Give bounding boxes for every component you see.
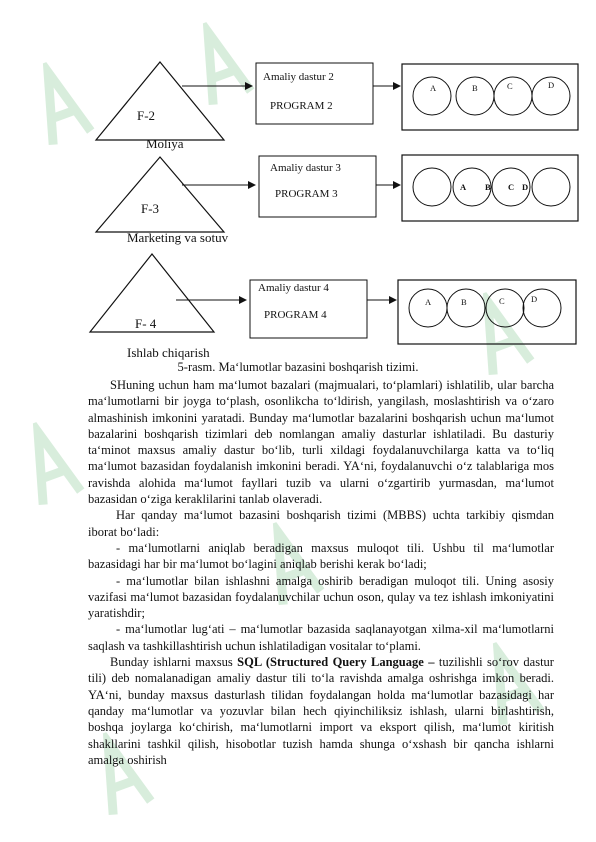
- circle-label: D: [548, 80, 555, 90]
- box-title: Amaliy dastur 2: [263, 71, 334, 83]
- circle-label: C: [499, 296, 505, 306]
- circle-label: D: [531, 294, 538, 304]
- circle-c: [494, 77, 532, 115]
- circle-label: D: [522, 182, 529, 192]
- circle-label: B: [461, 297, 467, 307]
- circle-panel-2: [402, 64, 578, 130]
- department-label: Marketing va sotuv: [127, 230, 229, 245]
- list-item: - ma‘lumotlar lug‘ati – ma‘lumotlar bazasida saqlanayotgan xilma-xil ma‘lumotlarni saqlash va tashkillashtirish uchun ishlatiladigan vositalar to‘plami.: [88, 622, 554, 653]
- box-program: PROGRAM 4: [264, 309, 327, 321]
- circle-label: B: [472, 83, 478, 93]
- box-title: Amaliy dastur 3: [270, 162, 341, 174]
- circle-label: C: [508, 182, 515, 192]
- sql-term: SQL (Structured Query Language –: [237, 655, 435, 670]
- circle-label: A: [430, 83, 437, 93]
- figure-caption: 5-rasm. Ma‘lumotlar bazasini boshqarish tizimi.: [177, 360, 419, 374]
- box-program: PROGRAM 2: [270, 100, 333, 112]
- triangle-f3: [96, 157, 224, 232]
- department-label: Ishlab chiqarish: [127, 345, 210, 360]
- triangle-label: F-3: [141, 201, 160, 216]
- paragraph-text: tuzilishli so‘rov dastur tili) deb nomalanadigan amaliy dastur tili to‘la ravishda amalga oshrishga imkon beradi. YA‘ni, bunday maxsus dasturlash tilidan foydalangan holda ma‘lumotlar bazasidagi har qanday ma‘lumotlar va yozuvlar bilan hech qiyinchiliksiz ishlash, ularni birlashtirish, boshqa joylarga ko‘chirish, ma‘lumotlarni import va eksport qilish, ma‘lumot kiritish shakllarini tashkil qilish, hisobotlar tuzish hamda shunga o‘xshash bir qancha ishlarni amalga oshirish: [88, 655, 554, 767]
- triangle-label: F-2: [137, 108, 156, 123]
- paragraph: SHuning uchun ham ma‘lumot bazalari (majmualari, to‘plamlari) ishlatilib, ular barcha ma‘lumotlarni bir joyga to‘plash, osonlikcha to‘ldirish, yangilash, moslashtirish va o‘zaro almashinish imkonini yaratadi. Bunday ma‘lumotlar bazalarini boshqarish uchun ma‘lumot bazalarini boshqarish tizimlari deb nomlangan amaliy dasturlar ishlatiladi. Bu dasturiy ta‘minot maxsus amaliy dastur bo‘lib, turli xildagi foydalanuvchilarga katta va to‘liq ma‘lumot bazasidan foydalanish imkonini beradi. YA‘ni, foydalanuvchi o‘z talablariga mos ravishda alohida ma‘lumot fayllari tuzib va ularni o‘zgartirib yurmasdan, ma‘lumot bazasidan o‘ziga keraklilarini tanlab olaveradi.: [88, 378, 554, 507]
- paragraph-text: Bunday ishlarni maxsus: [110, 655, 238, 670]
- paragraph: [88, 654, 554, 768]
- circle-label: A: [460, 182, 467, 192]
- watermark-icon: [6, 412, 93, 517]
- circle-label: A: [425, 297, 432, 307]
- triangle-label: F- 4: [135, 316, 157, 331]
- department-label: Moliya: [146, 136, 184, 151]
- circle-label: C: [507, 81, 513, 91]
- paragraph: Har qanday ma‘lumot bazasini boshqarish tizimi (MBBS) uchta tarkibiy qismdan iborat bo‘ladi:: [88, 508, 554, 539]
- box-title: Amaliy dastur 4: [258, 282, 329, 294]
- dbms-diagram: [0, 0, 596, 360]
- list-item: - ma‘lumotlarni aniqlab beradigan maxsus muloqot tili. Ushbu til ma‘lumotlar bazasidagi har bir ma‘lumot bo‘lagini aniqlab berishi kerak bo‘ladi;: [88, 540, 554, 572]
- triangle-f2: [96, 62, 224, 140]
- box-program: PROGRAM 3: [275, 188, 338, 200]
- list-item: - ma‘lumotlar bilan ishlashni amalga oshirib beradigan muloqot tili. Uning asosiy vazifasi ma‘lumot bazasidan foydalanuvchilar uchun oson, qulay va tez ishlash imkoniyatini yaratishdir;: [88, 573, 554, 621]
- circle-label: B: [485, 182, 491, 192]
- body-text: [88, 377, 554, 768]
